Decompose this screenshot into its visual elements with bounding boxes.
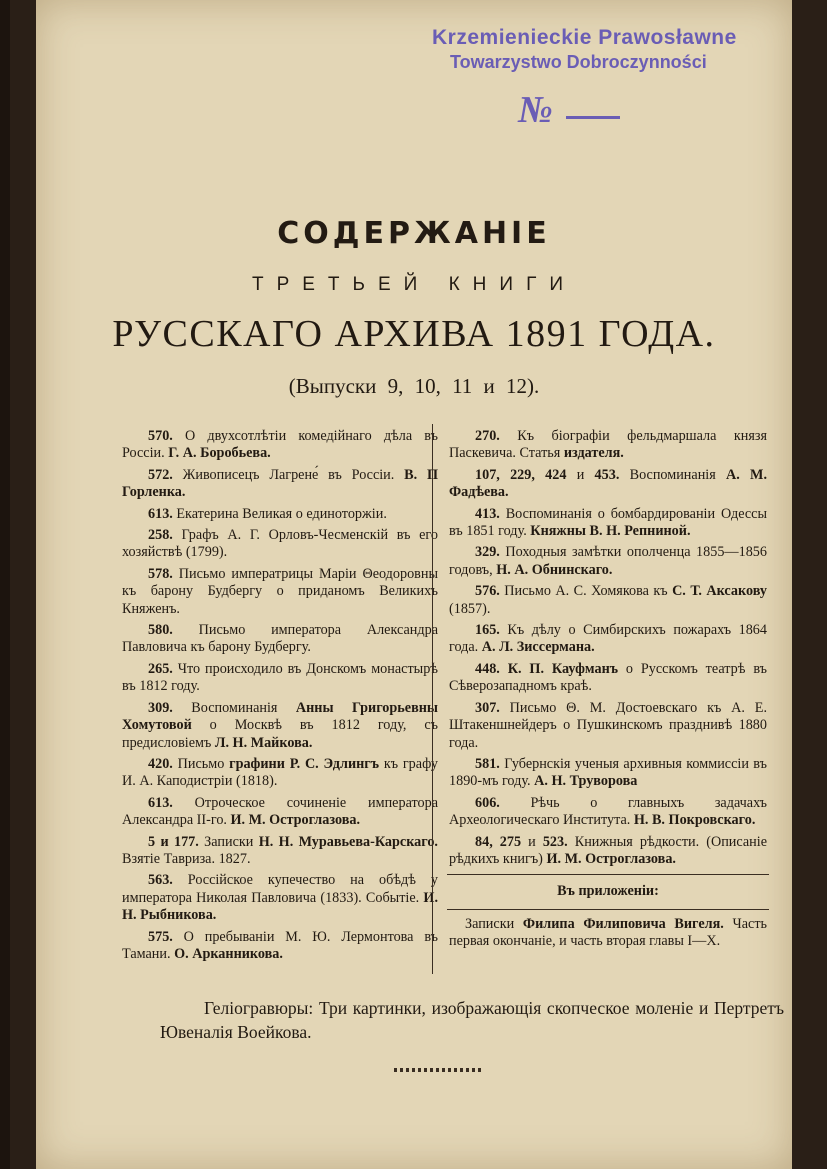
- entry-author: Н. А. Обнинскаго.: [496, 561, 613, 578]
- entry-number: 258.: [148, 527, 173, 544]
- contents-entry: [449, 428, 767, 463]
- bleed-through-text: [96, 60, 416, 350]
- entry-author: А. Н. Труворова: [534, 773, 638, 790]
- entry-number: 563.: [148, 872, 173, 889]
- entry-author: В. П Горленка.: [122, 466, 438, 501]
- contents-entry: [122, 428, 438, 463]
- entry-author: И. М. Остроглазова.: [546, 850, 676, 867]
- entry-author: графини Р. С. Эдлингъ: [229, 755, 380, 772]
- entry-author: А. Л. Зиссермана.: [481, 639, 595, 656]
- entry-text: [500, 661, 508, 677]
- stamp-line-1: Krzemienieckie Prawosławne: [432, 26, 737, 49]
- entry-text: Записки: [198, 833, 259, 850]
- entry-text: Книжныя рѣдкости. (Описаніе рѣдкихъ книгъ): [449, 833, 767, 867]
- entry-number: 107, 229, 424: [475, 466, 567, 483]
- entry-text: о Москвѣ въ 1812 году, съ предисловіемъ: [122, 717, 438, 751]
- page-edge-shadow: [0, 0, 10, 1169]
- entry-text: Къ біографіи фельдмаршала князя Паскевича. Статья: [449, 428, 767, 462]
- entry-number: 576.: [475, 583, 500, 600]
- entry-author: Н. В. Покровскаго.: [633, 812, 756, 829]
- entry-number: 575.: [148, 928, 173, 945]
- supplement-heading: Въ приложеніи:: [557, 883, 659, 900]
- contents-entry: [449, 544, 767, 579]
- issues-line: (Выпуски 9, 10, 11 и 12).: [288, 374, 540, 398]
- entry-number: 5 и 177.: [148, 833, 199, 850]
- entry-author: А. М. Фадѣева.: [449, 466, 767, 501]
- entry-number: 453.: [594, 466, 620, 483]
- supplement-text-pre: Записки: [465, 915, 523, 932]
- entry-number: 448.: [475, 660, 500, 677]
- contents-entry: [449, 756, 767, 791]
- entry-author: Л. Н. Майкова.: [214, 734, 313, 751]
- entry-author: Анны Григорьевны Хомутовой: [122, 699, 438, 734]
- entry-author: И. Н. Рыбникова.: [122, 889, 438, 924]
- contents-entry: [122, 506, 438, 523]
- journal-title: РУССКАГО АРХИВА 1891 ГОДА.: [112, 313, 716, 355]
- entry-text: Взятіе Тавриза. 1827.: [122, 850, 251, 867]
- closing-ornament: [394, 1068, 484, 1072]
- page-subtitle: ТРЕТЬЕЙ КНИГИ: [251, 274, 577, 295]
- entry-number: 613.: [148, 505, 173, 522]
- entry-text: Россійское купечество на обѣдѣ у императора Николая Павловича (1833). Событіе.: [122, 872, 438, 906]
- entry-text: Письмо А. С. Хомякова къ: [499, 583, 673, 600]
- entry-text: и: [521, 833, 543, 850]
- entry-number: 84, 275: [475, 833, 522, 850]
- contents-entry: [449, 506, 767, 541]
- page: [36, 0, 792, 1169]
- entry-text: Письмо императора Александра Павловича къ барону Будбергу.: [122, 622, 438, 656]
- entry-text: Отроческое сочиненіе императора Александра II-го.: [122, 794, 438, 829]
- supplement-author: Филипа Филиповича Вигеля.: [522, 915, 724, 932]
- entry-text: Къ дѣлу о Симбирскихъ пожарахъ 1864 года.: [449, 622, 767, 656]
- stamp-number-blank: [566, 116, 620, 119]
- contents-entry: [449, 467, 767, 502]
- supplement-entry: [449, 916, 767, 951]
- entry-text: Графъ А. Г. Орловъ-Чесменскій въ его хозяйствѣ (1799).: [122, 527, 438, 561]
- entry-number: 581.: [475, 755, 500, 772]
- entry-author: К. П. Кауфманъ: [507, 660, 619, 677]
- entry-author: Княжны В. Н. Репниной.: [530, 523, 691, 540]
- right-entries: [449, 428, 767, 868]
- contents-entry: [122, 700, 438, 752]
- entry-text: Воспоминанія: [172, 699, 296, 716]
- supplement-text-post: Часть первая окончаніе, и часть вторая главы I—X.: [449, 915, 767, 950]
- entry-text: Губернскія ученыя архивныя коммиссіи въ 1890-мъ году.: [449, 755, 767, 790]
- entry-author: О. Арканникова.: [174, 945, 283, 962]
- contents-entry: [122, 661, 438, 696]
- entry-number: 420.: [148, 755, 173, 772]
- contents-entry: [122, 872, 438, 924]
- contents-entry: [449, 583, 767, 618]
- entry-text: Екатерина Великая о единоторжіи.: [172, 505, 387, 522]
- contents-entry: [449, 661, 767, 696]
- entry-text: О пребываніи М. Ю. Лермонтова въ Тамани.: [122, 928, 438, 962]
- stamp-line-2: Towarzystwo Dobroczynności: [450, 52, 707, 72]
- entry-number: 265.: [148, 660, 173, 677]
- entry-author: издателя.: [563, 445, 624, 462]
- entry-number: 307.: [475, 699, 500, 716]
- column-divider: [432, 424, 433, 974]
- stamp-number-sign: №: [518, 89, 553, 131]
- contents-entry: [122, 834, 438, 869]
- entry-number: 572.: [148, 466, 173, 483]
- entry-number: 413.: [475, 505, 500, 522]
- entry-author: С. Т. Аксакову: [672, 583, 767, 600]
- entry-number: 578.: [148, 565, 173, 582]
- entry-number: 523.: [542, 833, 568, 850]
- contents-entry: [122, 929, 438, 964]
- entry-text: Письмо: [172, 755, 230, 772]
- entry-text: Рѣчь о главныхъ задачахъ Археологическаго Института.: [449, 794, 767, 829]
- entry-author: Г. А. Боробьева.: [168, 445, 271, 462]
- entry-text: Письмо императрицы Маріи Θеодоровны къ барону Будбергу о приданомъ Великихъ Княженъ.: [122, 565, 438, 617]
- entry-number: 165.: [475, 622, 500, 639]
- contents-entry: [122, 566, 438, 618]
- entry-text: (1857).: [449, 600, 491, 617]
- contents-right-column: [449, 428, 767, 955]
- contents-entry: [122, 795, 438, 830]
- contents-entry: [122, 467, 438, 502]
- contents-entry: [122, 756, 438, 791]
- entry-text: Походныя замѣтки ополченца 1855—1856 годовъ,: [449, 544, 767, 578]
- entry-text: о Русскомъ театрѣ въ Сѣверозападномъ краѣ.: [449, 660, 768, 695]
- entry-text: Воспоминанія: [619, 466, 727, 483]
- supplement-rule-top: [447, 874, 769, 875]
- entry-number: 613.: [148, 794, 173, 811]
- entry-text: къ графу И. А. Каподистріи (1818).: [122, 755, 438, 790]
- entry-number: 606.: [475, 794, 500, 811]
- entry-text: и: [566, 466, 595, 483]
- contents-entry: [449, 795, 767, 830]
- page-title: СОДЕРЖАНІЕ: [277, 216, 551, 251]
- entry-number: 570.: [148, 428, 173, 444]
- supplement-rule-bottom: [447, 909, 769, 910]
- contents-entry: [122, 527, 438, 562]
- contents-entry: [449, 700, 767, 752]
- library-stamp: [432, 26, 772, 131]
- entry-text: Письмо Θ. М. Достоевскаго къ А. Е. Штакеншнейдеръ о Пушкинскомъ празднивѣ 1880 года.: [449, 699, 767, 751]
- contents-left-column: [122, 428, 438, 967]
- contents-entry: [449, 834, 767, 869]
- entry-number: 270.: [475, 428, 500, 444]
- entry-author: Н. Н. Муравьева-Карскаго.: [258, 833, 438, 850]
- entry-number: 580.: [148, 622, 173, 639]
- entry-author: И. М. Остроглазова.: [230, 812, 361, 829]
- heliogravures-note: Геліогравюры: Три картинки, изображающія скопческое моленіе и Пертретъ Ювеналія Воейкова.: [160, 998, 784, 1042]
- contents-entry: [449, 622, 767, 657]
- entry-text: Воспоминанія о бомбардированіи Одессы въ 1851 году.: [449, 505, 767, 540]
- entry-text: Живописецъ Лагрене́ въ Россіи.: [172, 466, 405, 483]
- entry-number: 309.: [148, 699, 173, 716]
- entry-text: Что происходило въ Донскомъ монастырѣ въ 1812 году.: [122, 660, 438, 695]
- entry-number: 329.: [475, 544, 500, 561]
- entry-text: О двухсотлѣтіи комедійнаго дѣла въ Россіи.: [122, 428, 438, 462]
- contents-entry: [122, 622, 438, 657]
